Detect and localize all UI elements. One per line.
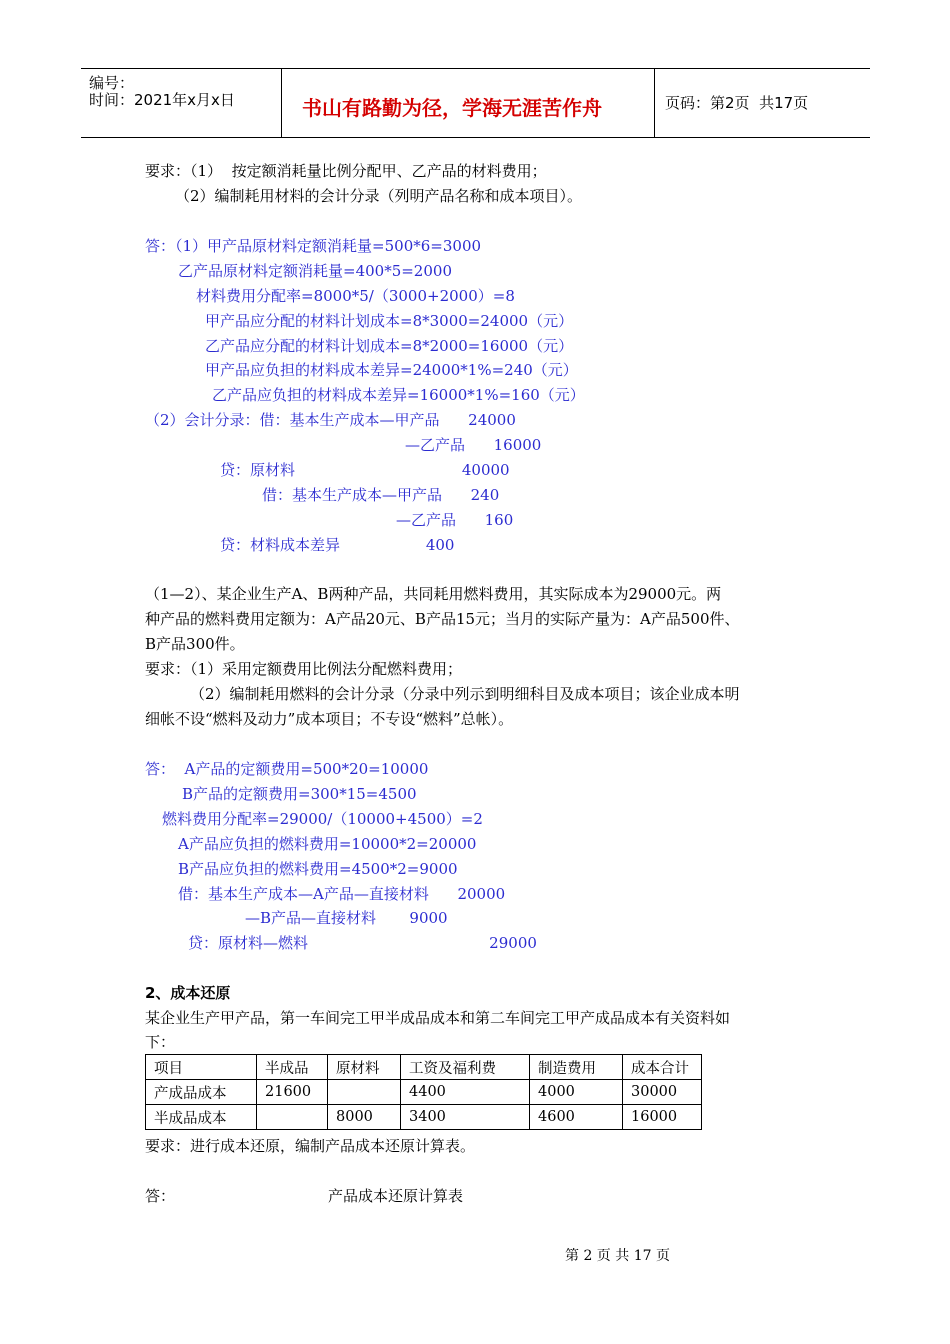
a1-line-5: 乙产品应分配的材料计划成本=8*2000=16000（元） <box>205 337 574 355</box>
a2-line-8: 贷：原材料—燃料 29000 <box>188 934 537 952</box>
table-header-cell: 半成品 <box>257 1055 328 1080</box>
table-header-cell: 成本合计 <box>623 1055 702 1080</box>
a2-line-7: —B产品—直接材料 9000 <box>245 909 448 927</box>
s2-requirement: 要求：进行成本还原，编制产品成本还原计算表。 <box>145 1137 476 1155</box>
a1-entry-3: 贷：原材料 40000 <box>220 461 510 479</box>
a1-entry-5: —乙产品 160 <box>396 511 514 529</box>
a2-line-2: B产品的定额费用=300*15=4500 <box>182 785 417 803</box>
s2-para-1: 某企业生产甲产品，第一车间完工甲半成品成本和第二车间完工甲产成品成本有关资料如 <box>145 1009 731 1027</box>
table-cell: 21600 <box>257 1080 328 1105</box>
a1-line-3: 材料费用分配率=8000*5/（3000+2000）=8 <box>196 287 515 305</box>
q2-para-1: （1—2）、某企业生产A、B两种产品，共同耗用燃料费用，其实际成本为29000元。两 <box>145 585 722 603</box>
a1-line-4: 甲产品应分配的材料计划成本=8*3000=24000（元） <box>205 312 574 330</box>
table-cell: 16000 <box>623 1105 702 1130</box>
table-header-cell: 工资及福利费 <box>401 1055 530 1080</box>
header-page-cell <box>655 69 870 137</box>
a2-line-4: A产品应负担的燃料费用=10000*2=20000 <box>178 835 477 853</box>
q2-requirement-2: （2）编制耗用燃料的会计分录（分录中列示到明细科目及成本项目；该企业成本明 <box>190 685 740 703</box>
table-row <box>146 1080 702 1105</box>
section-title: 2、成本还原 <box>145 984 231 1002</box>
cost-table <box>145 1054 702 1130</box>
q2-requirement-3: 细帐不设“燃料及动力”成本项目；不专设“燃料”总帐）。 <box>145 710 514 728</box>
table-cell: 8000 <box>328 1105 401 1130</box>
q1-requirement-2: （2）编制耗用材料的会计分录（列明产品名称和成本项目）。 <box>175 187 583 205</box>
table-header-row <box>146 1055 702 1080</box>
table-header-cell: 制造费用 <box>530 1055 623 1080</box>
a1-line-7: 乙产品应负担的材料成本差异=16000*1%=160（元） <box>212 386 585 404</box>
table-title: 产品成本还原计算表 <box>328 1187 464 1205</box>
a2-line-3: 燃料费用分配率=29000/（10000+4500）=2 <box>162 810 483 828</box>
a1-line-1: 答：（1）甲产品原材料定额消耗量=500*6=3000 <box>145 237 482 255</box>
table-cell: 产成品成本 <box>146 1080 257 1105</box>
a1-line-6: 甲产品应负担的材料成本差异=24000*1%=240（元） <box>205 361 578 379</box>
table-cell: 半成品成本 <box>146 1105 257 1130</box>
table-row <box>146 1105 702 1130</box>
a2-line-5: B产品应负担的燃料费用=4500*2=9000 <box>178 860 458 878</box>
a1-entry-6: 贷：材料成本差异 400 <box>220 536 455 554</box>
motto: 书山有路勤为径，学海无涯苦作舟 <box>302 96 602 120</box>
s2-answer-label: 答： <box>145 1187 176 1205</box>
table-cell: 30000 <box>623 1080 702 1105</box>
table-cell: 4600 <box>530 1105 623 1130</box>
s2-para-2: 下： <box>145 1033 176 1051</box>
header-meta-cell <box>81 69 282 137</box>
page-info: 页码：第2页 共17页 <box>665 94 809 112</box>
a2-line-1: 答： A产品的定额费用=500*20=10000 <box>145 760 429 778</box>
table-cell: 4000 <box>530 1080 623 1105</box>
date-label: 时间：2021年x月x日 <box>89 91 235 109</box>
q1-requirement-1: 要求：（1） 按定额消耗量比例分配甲、乙产品的材料费用； <box>145 162 547 180</box>
page-footer: 第 2 页 共 17 页 <box>565 1248 670 1264</box>
table-header-cell: 原材料 <box>328 1055 401 1080</box>
table-header-cell: 项目 <box>146 1055 257 1080</box>
a1-entry-4: 借：基本生产成本—甲产品 240 <box>262 486 500 504</box>
code-label: 编号： <box>89 74 135 92</box>
a1-entry-2: —乙产品 16000 <box>405 436 542 454</box>
header-motto-cell <box>282 69 655 137</box>
table-cell <box>328 1080 401 1105</box>
a2-line-6: 借：基本生产成本—A产品—直接材料 20000 <box>178 885 506 903</box>
table-cell: 4400 <box>401 1080 530 1105</box>
page-header <box>81 68 870 138</box>
q2-requirement-1: 要求：（1）采用定额费用比例法分配燃料费用； <box>145 660 463 678</box>
a1-line-2: 乙产品原材料定额消耗量=400*5=2000 <box>178 262 452 280</box>
table-cell: 3400 <box>401 1105 530 1130</box>
q2-para-2: 种产品的燃料费用定额为：A产品20元、B产品15元；当月的实际产量为：A产品500件、 <box>145 610 740 628</box>
table-cell <box>257 1105 328 1130</box>
a1-entry-1: （2）会计分录：借：基本生产成本—甲产品 24000 <box>145 411 516 429</box>
q2-para-3: B产品300件。 <box>145 635 245 653</box>
